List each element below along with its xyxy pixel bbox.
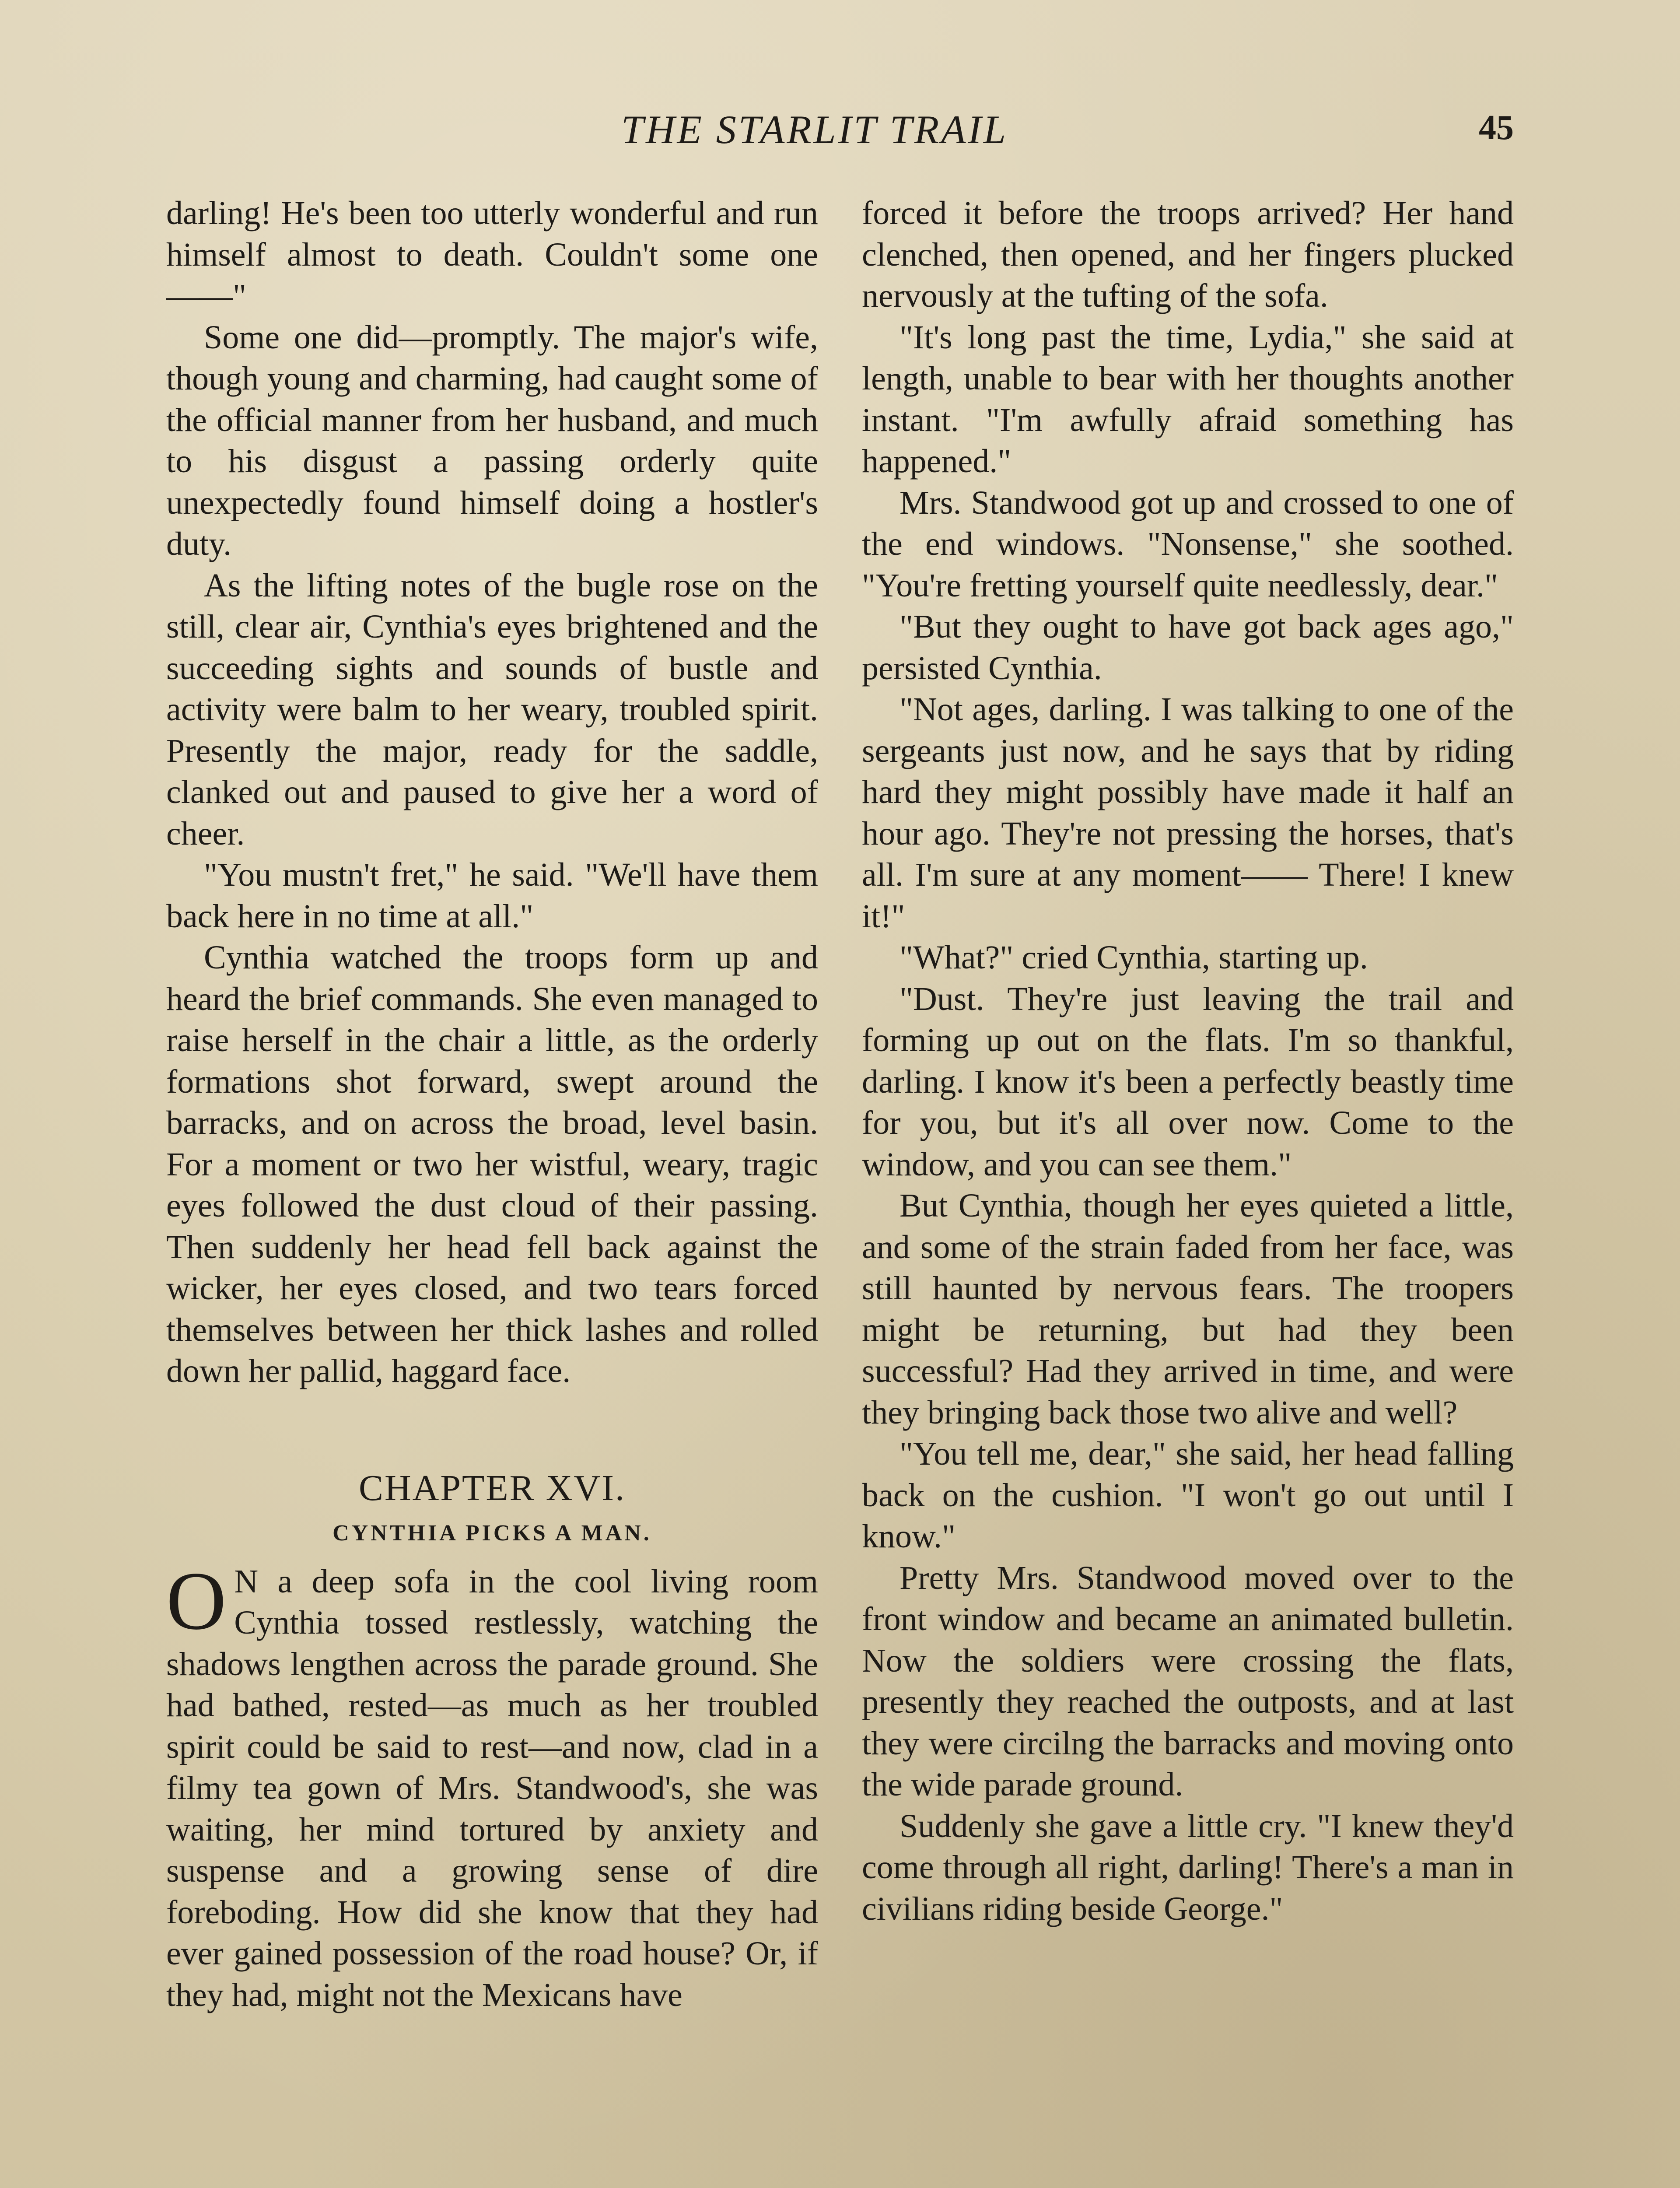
paragraph: As the lifting notes of the bugle rose on the still, clear air, Cynthia's eyes brightened and the succeeding sights and sounds of bustle and activity were balm to her weary, troubled spirit. Presently the major, ready for the saddle, clanked out and paused to give her a word of cheer. — [166, 567, 818, 852]
paragraph: "What?" cried Cynthia, starting up. — [900, 939, 1368, 976]
chapter-opening-text: N a deep sofa in the cool living room Cynthia tossed restlessly, watching the shadows lengthen across the parade ground. She had bathed, rested—as much as her troubled spirit could be said to rest—and now, clad in a filmy tea gown of Mrs. Standwood's, she was waiting, her mind tortured by anxiety and suspense and a growing sense of dire foreboding. How did she know that they had ever gained possession of the road house? Or, if they had, might not the Mexicans have — [166, 1563, 818, 2013]
right-column — [862, 193, 1514, 1929]
chapter-opening-paragraph — [166, 1555, 818, 2016]
paragraph: Pretty Mrs. Standwood moved over to the front window and became an animated bulletin. Now the soldiers were crossing the flats, presently they reached the outposts, and at last they were circilng the barracks and moving onto the wide parade ground. — [862, 1559, 1514, 1803]
paragraph: Mrs. Standwood got up and crossed to one of the end windows. "Nonsense," she soothed. "You're fretting yourself quite needlessly, dear." — [862, 484, 1514, 604]
paragraph: But Cynthia, though her eyes quieted a little, and some of the strain faded from her face, was still haunted by nervous fears. The troopers might be returning, but had they been successful? Had they arrived in time, and were they bringing back those two alive and well? — [862, 1187, 1514, 1431]
paragraph: "You tell me, dear," she said, her head falling back on the cushion. "I won't go out until I know." — [862, 1435, 1514, 1555]
drop-cap: O — [166, 1555, 227, 1647]
chapter-subtitle: CYNTHIA PICKS A MAN. — [332, 1520, 652, 1546]
page-number: 45 — [1479, 109, 1514, 147]
left-column — [166, 193, 818, 2016]
paragraph: "Dust. They're just leaving the trail and forming up out on the flats. I'm so thankful, darling. I know it's been a perfectly beastly time for you, but it's all over now. Come to the window, and you can see them." — [862, 980, 1514, 1183]
paragraph: Some one did—promptly. The major's wife, though young and charming, had caught some of the official manner from her husband, and much to his disgust a passing orderly quite unexpectedly found himself doing a hostler's duty. — [166, 319, 818, 562]
paragraph: Suddenly she gave a little cry. "I knew they'd come through all right, darling! There's a man in civilians riding beside George." — [862, 1807, 1514, 1927]
paragraph: "But they ought to have got back ages ago," persisted Cynthia. — [862, 608, 1514, 687]
paragraph: Cynthia watched the troops form up and heard the brief commands. She even managed to raise herself in the chair a little, as the orderly formations shot forward, swept around the barracks, and on across the broad, level basin. For a moment or two her wistful, weary, tragic eyes followed the dust cloud of their passing. Then suddenly her head fell back against the wicker, her eyes closed, and two tears forced themselves between her thick lashes and rolled down her pallid, haggard face. — [166, 939, 818, 1389]
paragraph: forced it before the troops arrived? Her hand clenched, then opened, and her fingers plucked nervously at the tufting of the sofa. — [862, 195, 1514, 314]
running-title: THE STARLIT TRAIL — [621, 107, 1008, 152]
chapter-heading: CHAPTER XVI. — [358, 1467, 626, 1508]
paragraph: darling! He's been too utterly wonderful and run himself almost to death. Couldn't some one——" — [166, 195, 818, 314]
paragraph: "It's long past the time, Lydia," she said at length, unable to bear with her thoughts another instant. "I'm awfully afraid something has happened." — [862, 319, 1514, 480]
paragraph: "Not ages, darling. I was talking to one of the sergeants just now, and he says that by riding hard they might possibly have made it half an hour ago. They're not pressing the horses, that's all. I'm sure at any moment—— There! I knew it!" — [862, 691, 1514, 935]
paragraph: "You mustn't fret," he said. "We'll have them back here in no time at all." — [166, 856, 818, 935]
